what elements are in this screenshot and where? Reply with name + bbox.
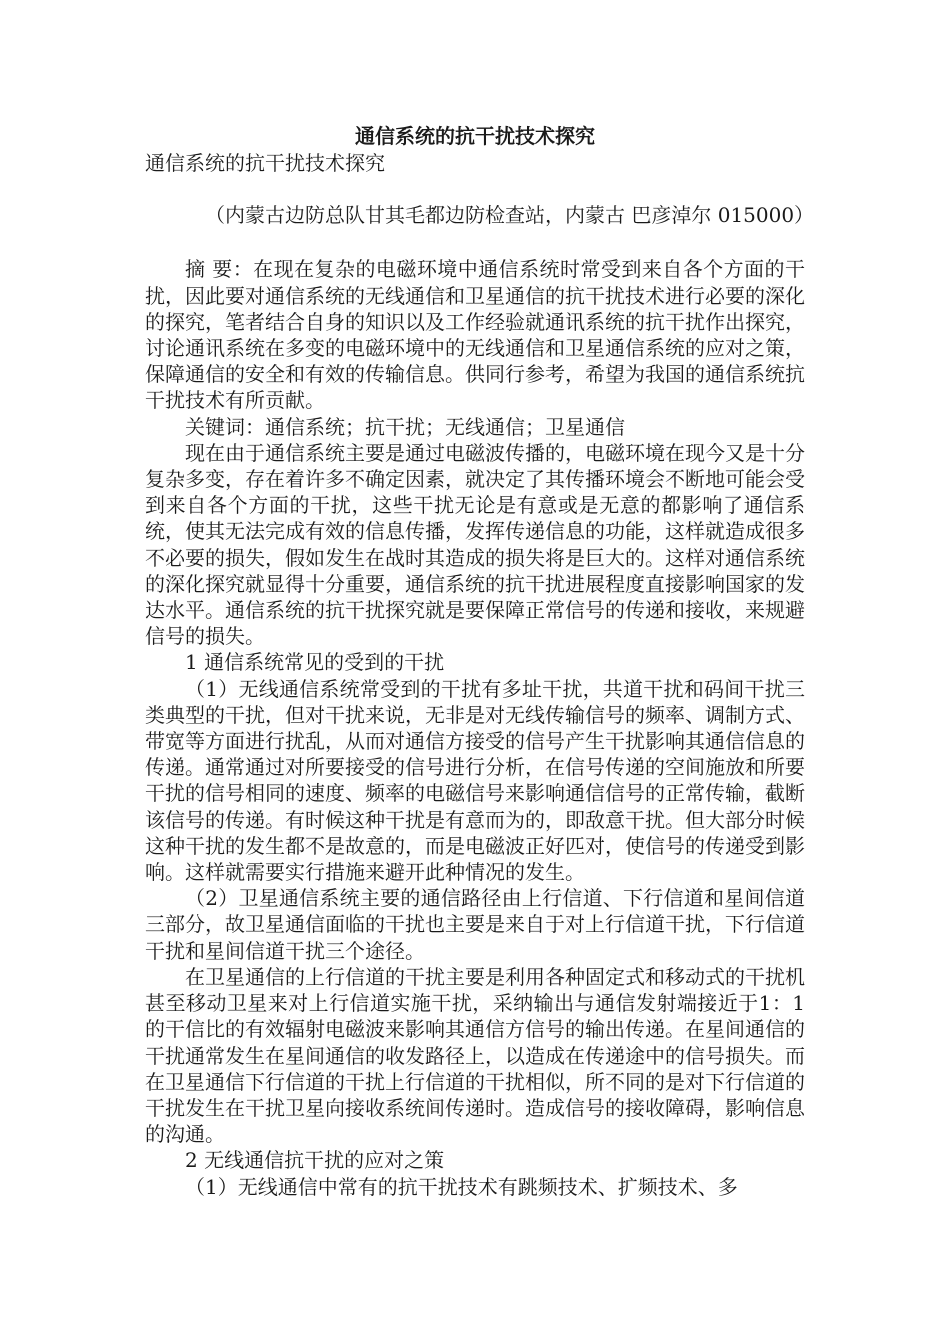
author-affiliation: （内蒙古边防总队甘其毛都边防检查站，内蒙古 巴彦淖尔 015000）	[205, 203, 815, 228]
section-2-heading: 2 无线通信抗干扰的应对之策	[185, 1148, 445, 1173]
abstract-paragraph: 摘 要：在现在复杂的电磁环境中通信系统时常受到来自各个方面的干扰，因此要对通信系统的无线通信和卫星通信的抗干扰技术进行必要的深化的探究，笔者结合自身的知识以及工作经验就通讯系统的抗干扰作出探究，讨论通讯系统在多变的电磁环境中的无线通信和卫星通信系统的应对之策，保障通信的安全和有效的传输信息。供同行参考，希望为我国的通信系统抗干扰技术有所贡献。	[145, 257, 805, 413]
intro-paragraph: 现在由于通信系统主要是通过电磁波传播的，电磁环境在现今又是十分复杂多变，存在着许多不确定因素，就决定了其传播环境会不断地可能会受到来自各个方面的干扰，这些干扰无论是有意或是无意的都影响了通信系统，使其无法完成有效的信息传播，发挥传递信息的功能，这样就造成很多不必要的损失，假如发生在战时其造成的损失将是巨大的。这样对通信系统的深化探究就显得十分重要，通信系统的抗干扰进展程度直接影响国家的发达水平。通信系统的抗干扰探究就是要保障正常信号的传递和接收，来规避信号的损失。	[145, 440, 805, 649]
document-title: 通信系统的抗干扰技术探究	[355, 124, 595, 148]
section-1-heading: 1 通信系统常见的受到的干扰	[185, 650, 445, 675]
section-1-paragraph-3: 在卫星通信的上行信道的干扰主要是利用各种固定式和移动式的干扰机甚至移动卫星来对上行信道实施干扰，采纳输出与通信发射端接近于1：1的干信比的有效辐射电磁波来影响其通信方信号的输出传递。在星间通信的干扰通常发生在星间通信的收发路径上，以造成在传递途中的信号损失。而在卫星通信下行信道的干扰上行信道的干扰相似，所不同的是对下行信道的干扰发生在干扰卫星向接收系统间传递时。造成信号的接收障碍，影响信息的沟通。	[145, 964, 805, 1147]
document-subtitle: 通信系统的抗干扰技术探究	[145, 151, 385, 175]
document-body	[145, 122, 815, 1200]
section-1-paragraph-2: （2）卫星通信系统主要的通信路径由上行信道、下行信道和星间信道三部分，故卫星通信面临的干扰也主要是来自于对上行信道干扰，下行信道干扰和星间信道干扰三个途径。	[145, 886, 805, 963]
section-1-paragraph-1: （1）无线通信系统常受到的干扰有多址干扰，共道干扰和码间干扰三类典型的干扰，但对干扰来说，无非是对无线传输信号的频率、调制方式、带宽等方面进行扰乱，从而对通信方接受的信号产生干扰影响其通信信息的传递。通常通过对所要接受的信号进行分析，在信号传递的空间施放和所要干扰的信号相同的速度、频率的电磁信号来影响通信信号的正常传输，截断该信号的传递。有时候这种干扰是有意而为的，即敌意干扰。但大部分时候这种干扰的发生都不是故意的，而是电磁波正好匹对，使信号的传递受到影响。这样就需要实行措施来避开此种情况的发生。	[145, 676, 805, 885]
section-2-paragraph-1: （1）无线通信中常有的抗干扰技术有跳频技术、扩频技术、多	[185, 1174, 738, 1199]
keywords-line: 关键词：通信系统；抗干扰；无线通信；卫星通信	[185, 414, 625, 439]
